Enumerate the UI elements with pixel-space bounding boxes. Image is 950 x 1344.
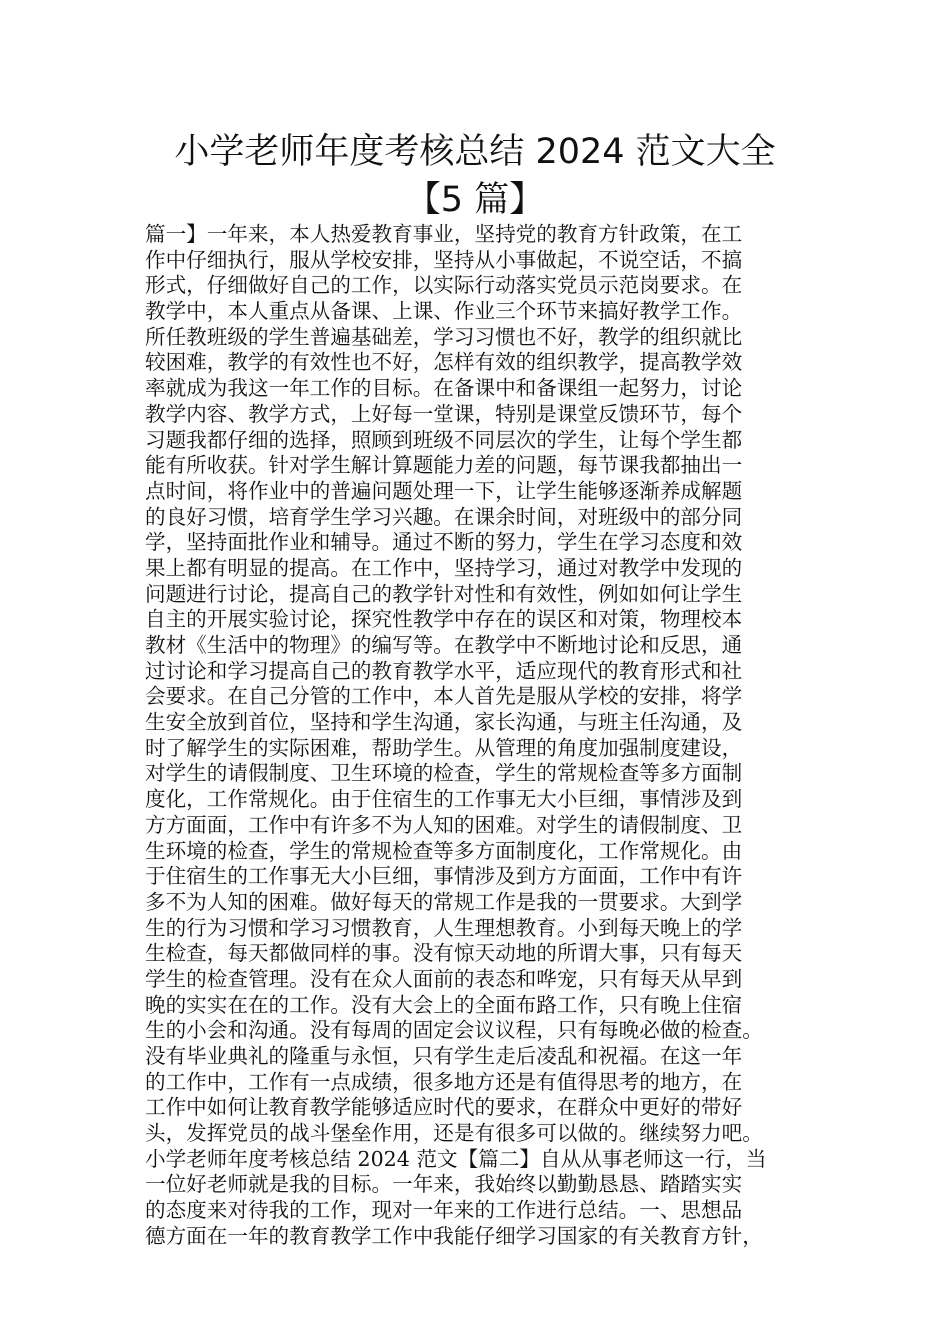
- body-line: 生检查，每天都做同样的事。没有惊天动地的所谓大事，只有每天: [145, 941, 743, 966]
- body-line: 教材《生活中的物理》的编写等。在教学中不断地讨论和反思，通: [145, 633, 743, 657]
- body-line: 工作中如何让教育教学能够适应时代的要求，在群众中更好的带好: [145, 1095, 743, 1120]
- body-line: 小学老师年度考核总结 2024 范文【篇二】自从从事老师这一行，当: [145, 1146, 767, 1171]
- body-line: 没有毕业典礼的隆重与永恒，只有学生走后凌乱和祝福。在这一年: [145, 1044, 743, 1068]
- body-line: 生安全放到首位，坚持和学生沟通，家长沟通，与班主任沟通，及: [145, 710, 743, 735]
- body-line: 的良好习惯，培育学生学习兴趣。在课余时间，对班级中的部分同: [145, 504, 743, 529]
- body-line: 较困难，教学的有效性也不好，怎样有效的组织教学，提高教学效: [145, 350, 743, 375]
- body-line: 德方面在一年的教育教学工作中我能仔细学习国家的有关教育方针，: [145, 1223, 763, 1248]
- body-line: 度化，工作常规化。由于住宿生的工作事无大小巨细，事情涉及到: [145, 787, 743, 812]
- body-line: 学生的检查管理。没有在众人面前的表态和哗宠，只有每天从早到: [145, 966, 743, 991]
- body-line: 学，坚持面批作业和辅导。通过不断的努力，学生在学习态度和效: [145, 530, 743, 555]
- body-line: 生环境的检查，学生的常规检查等多方面制度化，工作常规化。由: [145, 838, 743, 863]
- body-line: 能有所收获。针对学生解计算题能力差的问题，每节课我都抽出一: [145, 453, 743, 478]
- body-line: 的工作中，工作有一点成绩，很多地方还是有值得思考的地方，在: [145, 1069, 743, 1094]
- body-line: 过讨论和学习提高自己的教育教学水平，适应现代的教育形式和社: [145, 658, 743, 683]
- body-line: 时了解学生的实际困难，帮助学生。从管理的角度加强制度建设，: [145, 735, 743, 760]
- body-line: 对学生的请假制度、卫生环境的检查，学生的常规检查等多方面制: [145, 761, 743, 786]
- body-line: 作中仔细执行，服从学校安排，坚持从小事做起，不说空话，不搞: [145, 247, 743, 272]
- body-line: 篇一】一年来，本人热爱教育事业，坚持党的教育方针政策，在工: [145, 222, 743, 246]
- title-line-2: 【5 篇】: [405, 180, 545, 220]
- title-line-1: 小学老师年度考核总结 2024 范文大全: [174, 132, 776, 172]
- body-line: 的态度来对待我的工作，现对一年来的工作进行总结。一、思想品: [145, 1198, 743, 1223]
- document-body: [145, 222, 835, 1250]
- body-line: 果上都有明显的提高。在工作中，坚持学习，通过对教学中发现的: [145, 555, 743, 580]
- body-line: 形式，仔细做好自己的工作，以实际行动落实党员示范岗要求。在: [145, 273, 743, 298]
- body-line: 问题进行讨论，提高自己的教学针对性和有效性，例如如何让学生: [145, 581, 743, 606]
- document-title: [100, 128, 850, 224]
- body-line: 会要求。在自己分管的工作中，本人首先是服从学校的安排，将学: [145, 684, 743, 709]
- body-line: 生的小会和沟通。没有每周的固定会议议程，只有每晚必做的检查。: [145, 1018, 763, 1043]
- body-line: 头，发挥党员的战斗堡垒作用，还是有很多可以做的。继续努力吧。: [145, 1121, 763, 1146]
- body-line: 晚的实实在在的工作。没有大会上的全面布路工作，只有晚上住宿: [145, 992, 743, 1017]
- body-line: 生的行为习惯和学习习惯教育，人生理想教育。小到每天晚上的学: [145, 915, 743, 940]
- body-line: 率就成为我这一年工作的目标。在备课中和备课组一起努力，讨论: [145, 376, 743, 401]
- body-line: 教学内容、教学方式，上好每一堂课，特别是课堂反馈环节，每个: [145, 401, 743, 426]
- body-line: 自主的开展实验讨论，探究性教学中存在的误区和对策，物理校本: [145, 607, 743, 632]
- body-line: 习题我都仔细的选择，照顾到班级不同层次的学生，让每个学生都: [145, 427, 743, 452]
- body-line: 点时间，将作业中的普遍问题处理一下，让学生能够逐渐养成解题: [145, 478, 743, 503]
- body-line: 方方面面，工作中有许多不为人知的困难。对学生的请假制度、卫: [145, 812, 743, 837]
- body-line: 一位好老师就是我的目标。一年来，我始终以勤勤恳恳、踏踏实实: [145, 1172, 743, 1197]
- body-line: 教学中，本人重点从备课、上课、作业三个环节来搞好教学工作。: [145, 299, 743, 324]
- body-line: 于住宿生的工作事无大小巨细，事情涉及到方方面面，工作中有许: [145, 864, 743, 889]
- body-line: 所任教班级的学生普遍基础差，学习习惯也不好，教学的组织就比: [145, 324, 743, 349]
- body-line: 多不为人知的困难。做好每天的常规工作是我的一贯要求。大到学: [145, 889, 743, 914]
